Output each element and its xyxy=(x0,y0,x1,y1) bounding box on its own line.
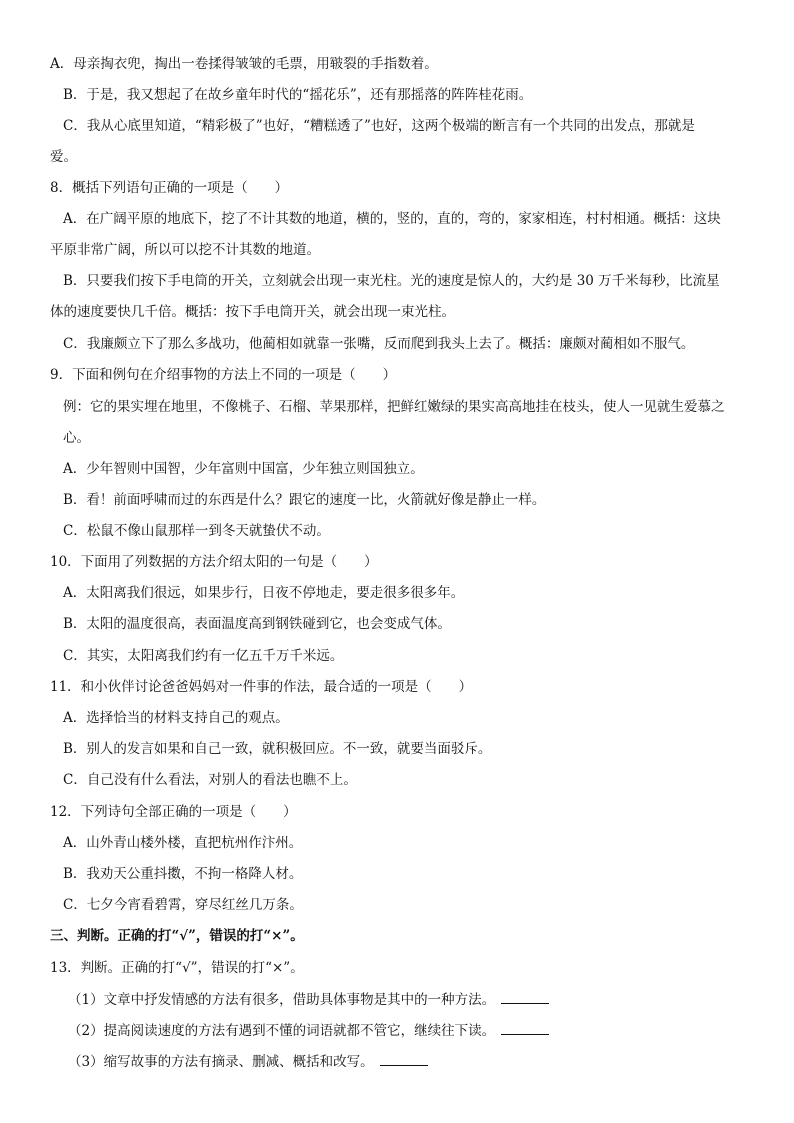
q13-stem: 13．判断。正确的打“√”，错误的打“×”。 xyxy=(50,960,304,976)
q12-stem: 12．下列诗句全部正确的一项是（ ） xyxy=(50,804,297,820)
q8-option-b: B．只要我们按下手电筒的开关，立刻就会出现一束光柱。光的速度是惊人的，大约是 30 万千米每秒，比流星 xyxy=(63,273,720,289)
q13-item-text: （3）缩写故事的方法有摘录、删减、概括和改写。 xyxy=(68,1054,374,1070)
q7-option-a: A．母亲掏衣兜，掏出一卷揉得皱皱的毛票，用皲裂的手指数着。 xyxy=(50,56,438,72)
q11-option-a: A．选择恰当的材料支持自己的观点。 xyxy=(63,710,289,726)
q8-option-a-cont: 平原非常广阔，所以可以挖不计其数的地道。 xyxy=(50,242,320,258)
q8-option-c: C．我廉颇立下了那么多战功，他蔺相如就靠一张嘴，反而爬到我头上去了。概括：廉颇对蔺相如不服气。 xyxy=(63,336,695,352)
answer-blank[interactable] xyxy=(501,1020,549,1035)
q10-option-c: C．其实，太阳离我们约有一亿五千万千米远。 xyxy=(63,648,344,664)
q9-option-b: B．看！前面呼啸而过的东西是什么？跟它的速度一比，火箭就好像是静止一样。 xyxy=(63,492,546,508)
q8-stem: 8．概括下列语句正确的一项是（ ） xyxy=(50,180,289,196)
q13-item xyxy=(68,989,549,1010)
q10-option-a: A．太阳离我们很远，如果步行，日夜不停地走，要走很多很多年。 xyxy=(63,585,465,601)
q12-option-c: C．七夕今宵看碧霄，穿尽红丝几万条。 xyxy=(63,897,303,913)
section-heading: 三、判断。正确的打“√”，错误的打“×”。 xyxy=(50,928,304,944)
q10-stem: 10．下面用了列数据的方法介绍太阳的一句是（ ） xyxy=(50,554,378,570)
q12-option-b: B．我劝天公重抖擞，不拘一格降人材。 xyxy=(63,866,303,882)
q13-item xyxy=(68,1051,428,1072)
q7-option-c-cont: 爱。 xyxy=(50,149,77,165)
q11-option-c: C．自己没有什么看法，对别人的看法也瞧不上。 xyxy=(63,772,357,788)
q9-option-c: C．松鼠不像山鼠那样一到冬天就蛰伏不动。 xyxy=(63,523,330,539)
q9-example: 例：它的果实埋在地里，不像桃子、石榴、苹果那样，把鲜红嫩绿的果实高高地挂在枝头，使人一见就生爱慕之 xyxy=(63,399,725,415)
q12-option-a: A．山外青山楼外楼，直把杭州作汴州。 xyxy=(63,835,303,851)
answer-blank[interactable] xyxy=(501,989,549,1004)
q11-stem: 11．和小伙伴讨论爸爸妈妈对一件事的作法，最合适的一项是（ ） xyxy=(50,679,473,695)
answer-blank[interactable] xyxy=(380,1051,428,1066)
q7-option-c: C．我从心底里知道，“精彩极了”也好，“糟糕透了”也好，这两个极端的断言有一个共同的出发点，那就是 xyxy=(63,118,695,134)
q9-example-cont: 心。 xyxy=(63,430,90,446)
q10-option-b: B．太阳的温度很高，表面温度高到钢铁碰到它，也会变成气体。 xyxy=(63,616,451,632)
q13-item xyxy=(68,1020,549,1041)
q8-option-a: A．在广阔平原的地底下，挖了不计其数的地道，横的，竖的，直的，弯的，家家相连，村村相通。概括：这块 xyxy=(63,211,721,227)
q13-item-text: （1）文章中抒发情感的方法有很多，借助具体事物是其中的一种方法。 xyxy=(68,992,496,1008)
q7-option-b: B．于是，我又想起了在故乡童年时代的“摇花乐”，还有那摇落的阵阵桂花雨。 xyxy=(63,87,533,103)
q11-option-b: B．别人的发言如果和自己一致，就积极回应。不一致，就要当面驳斥。 xyxy=(63,741,492,757)
q9-stem: 9．下面和例句在介绍事物的方法上不同的一项是（ ） xyxy=(50,367,397,383)
q8-option-b-cont: 体的速度要快几千倍。概括：按下手电筒开关，就会出现一束光柱。 xyxy=(50,304,455,320)
q9-option-a: A．少年智则中国智，少年富则中国富，少年独立则国独立。 xyxy=(63,461,424,477)
q13-item-text: （2）提高阅读速度的方法有遇到不懂的词语就都不管它，继续往下读。 xyxy=(68,1023,496,1039)
